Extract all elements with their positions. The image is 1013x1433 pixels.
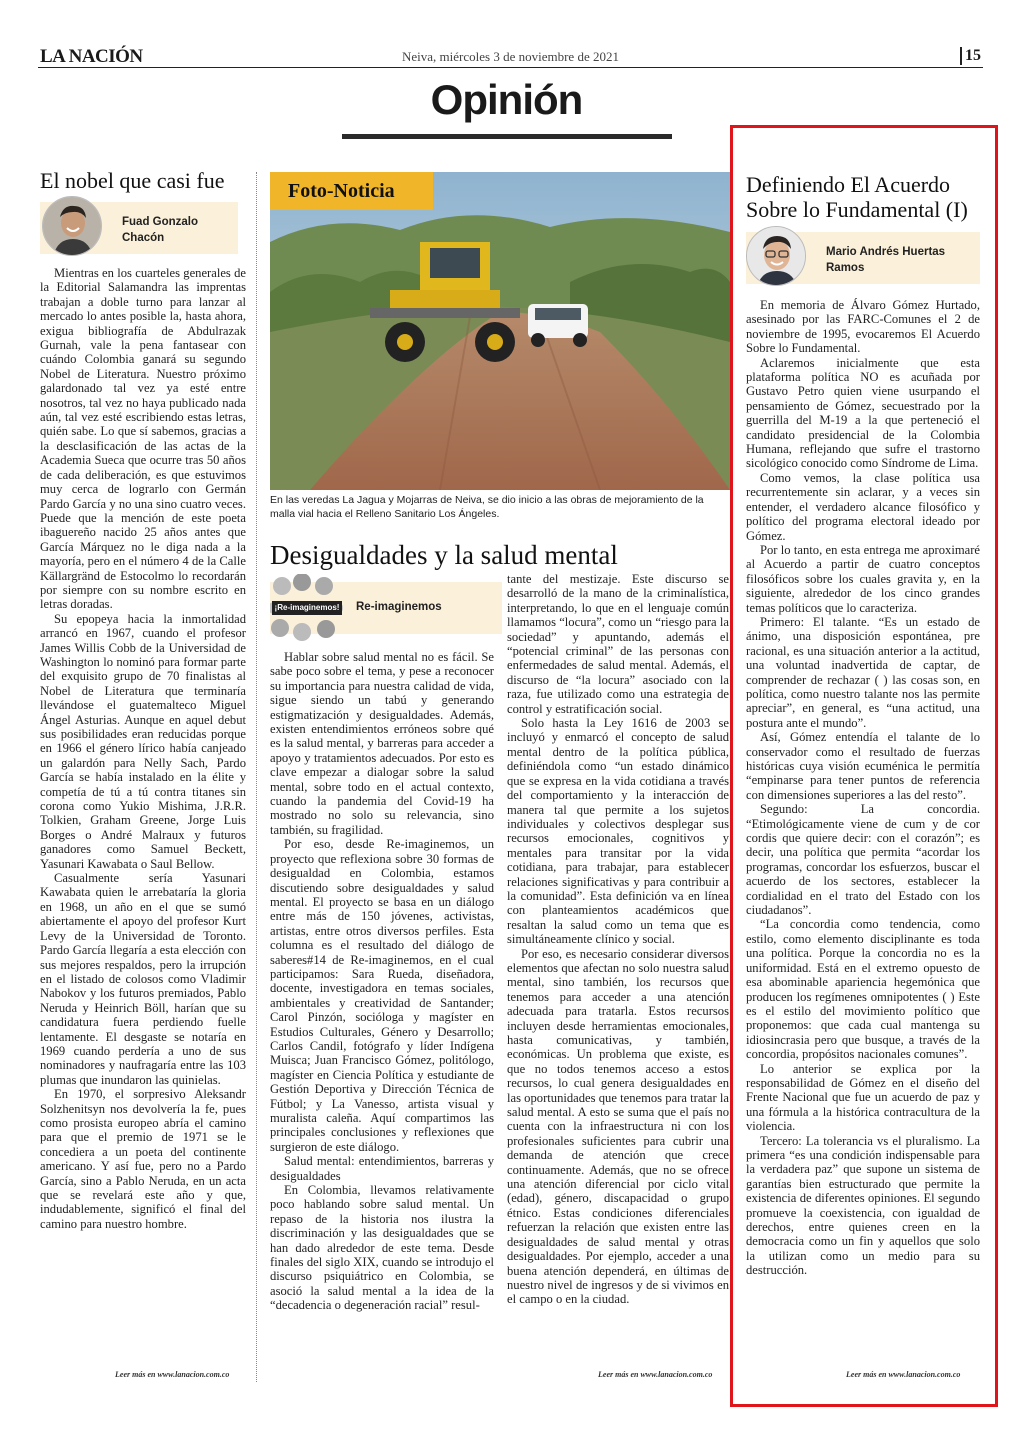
article3-author-name[interactable]: Mario Andrés Huertas Ramos [826,246,946,274]
page-number: 15 [960,47,981,65]
article3-paragraph: Primero: El talante. “Es un estado de ánimo, una disposición espontánea, pre racional, es una situación anterior a la actitud, una voluntad inadvertida de captar, de comprender de rechazar ( ) las cosas son, en política, como nuestro talante nos las permite apreciar”, en general, es “una actitud, una postura ante el mundo”. [746,614,980,730]
column-divider [256,172,257,1382]
foto-noticia-label [270,172,433,210]
article3-paragraph: Segundo: La concordia. “Etimológicamente viene de cum y de cor cordis que quiere decir: con el corazón”; es decir, una política que permita “acordar los programas, concordar los esfuerzos, buscar el acuerdo de los sectores, establecer la cordialidad en el trato del Estado con los ciudadanos”. [746,802,980,918]
avatar-icon [747,227,806,286]
article2-paragraph: Por eso, es necesario considerar diversos elementos que afectan no solo nuestra salud mental, sino también, los recursos que tenemos para acceder a una atención adecuada para tratarla. Estos recursos incluyen desde herramientas emocionales, hasta comunicativas, y también, económicas. Un problema que existe, es que no todos tenemos acceso a estos recursos, lo cual genera desigualdades en las oportunidades que tenemos para tratar la salud mental. A esto se suma que el país no cuenta con la infraestructura ni con los profesionales suficientes para cubrir una demanda de atención que crece continuamente. Además, que no se ofrece una atención diferencial por ciclo vital (edad), género, discapacidad o grupo étnico. Estas condiciones diferenciales refuerzan la relación que existen entre las desigualdades de salud mental y otras desigualdades. Por ejemplo, acceder a una buena atención dependerá, en últimas de nuestro nivel de ingresos y de si vivimos en el campo o en la ciudad. [507,946,729,1307]
article1-paragraph: Mientras en los cuarteles generales de la Editorial Salamandra las imprentas trabajan a doble turno para lanzar al mercado lo antes posible la, hasta ahora, exigua bibliografía de Abdulrazak Gurnah, vale la pena fantasear con cuándo Colombia ganará su segundo Nobel de Literatura. Nuestro próximo galardonado tal vez ya esté entre nosotros, tal vez no haya publicado nada aún, tal vez esté escribiendo estas letras, quién sabe. Lo que sí sabemos, gracias a la desclasificación de las actas de la Academia Sueca que ocurre tras 50 años de cada deliberación, es que estuvimos muy cerca de lograrlo con Germán Pardo García y no una sino cuatro veces. Puede que la mención de este poeta ibaguereño nacido 25 años antes que García Márquez no le diga nada a la mayoría, pero en el número 4 de la Calle Källargränd de Estocolmo lo recordarán por siempre con su nombre escrito en letras doradas. [40,266,246,612]
article3-paragraph: En memoria de Álvaro Gómez Hurtado, asesinado por las FARC-Comunes el 2 de noviembre de 1995, evocaremos El Acuerdo Sobre lo Fundamental. [746,298,980,356]
article1-author-name[interactable]: Fuad Gonzalo Chacón [122,216,199,244]
dateline: Neiva, miércoles 3 de noviembre de 2021 [402,49,619,64]
article1-read-more-link[interactable]: Leer más en www.lanacion.com.co [115,1370,230,1379]
article2-author-name[interactable]: Re-imaginemos [356,601,442,613]
article3-author-photo [746,226,806,286]
article3-paragraph: Aclaremos inicialmente que esta plataforma política NO es acuñada por Gustavo Petro quien viene usurpando el pensamiento de Gómez, secuestrado por la guerrilla del M-19 a la que perteneció el candidato presidencial de la Colombia Humana, reflejando que sufre el trastorno sicológico conocido como Síndrome de Lima. [746,355,980,471]
article3-paragraph: Como vemos, la clase política usa recurrentemente sin aclarar, y a veces sin entender, el verdadero alcance filosófico y político del programa electoral ideado por Gómez. [746,470,980,543]
article3-paragraph: “La concordia como tendencia, como estilo, como elemento disciplinante es toda una política. Porque la concordia no es la uniformidad. Está en el extremo opuesto de esa abominable apariencia hegemónica que producen los regímenes omnipotentes ( ) Este es el estilo del movimiento político que proponemos: que cada cual mantenga su idiosincrasia pero que busque, a través de la concordia, propósitos nacionales comunes”. [746,917,980,1062]
article2-body-col1 [270,650,494,1313]
article2-paragraph: Solo hasta la Ley 1616 de 2003 se incluyó y enmarcó el concepto de salud mental dentro de la política pública, definiéndola como “un estado dinámico que se expresa en la vida cotidiana a través del comportamiento y la interacción de manera tal que permite a los sujetos individuales y colectivos desplegar sus recursos emocionales, cognitivos y mentales para transitar por la vida cotidiana, para trabajar, para establecer relaciones significativas y para contribuir a la comunidad”. Esta definición va en línea con planteamientos académicos que resaltan la salud como un tema que es simultáneamente clínico y social. [507,716,729,947]
article1-paragraph: Casualmente sería Yasunari Kawabata quien le arrebataría la gloria en 1968, un año en el que se sumó abiertamente el apoyo del profesor Kurt Levy de la Universidad de Toronto. Pardo García llegaría a esta elección con sus mejores respaldos, pero la irrupción en el listado de colosos como Vladimir Nabokov y los futuros premiados, Pablo Neruda y Heinrich Böll, harían que su candidatura fuera perdiendo fuelle lentamente. El desgaste se notaría en 1969 cuando perdería a uno de sus nominadores y naufragaría entre las 103 plumas que inundaron las quinielas. [40,871,246,1087]
avatar-icon [43,197,102,256]
article3-paragraph: Lo anterior se explica por la responsabilidad de Gómez en el diseño del Frente Nacional que fue un acuerdo de paz y una fórmula a la histórica contracultura de la violencia. [746,1061,980,1134]
photo-caption: En las veredas La Jagua y Mojarras de Neiva, se dio inicio a las obras de mejoramiento de la malla vial hacia el Relleno Sanitario Los Ángeles. [270,494,704,520]
article1-paragraph: Su epopeya hacia la inmortalidad arrancó en 1967, cuando el profesor James Willis Cobb de la Universidad de Washington lo nominó para formar parte del exquisito grupo de 70 finalistas al Nobel de Literatura que terminaría llevándose el guatemalteco Miguel Ángel Asturias. Aunque en aquel debut sus posibilidades eran reducidas porque en 1966 el género lírico había canjeado un galardón para Nelly Sach, Pardo García se había instalado en la élite y competía de tú a tú contra titanes sin corona como Yukio Mishima, J.R.R. Tolkien, Graham Greene, Jorge Luis Borges o André Malraux y futuros ganadores como Samuel Beckett, Yasunari Kawabata o Saul Bellow. [40,611,246,871]
section-title: Opinión [430,76,583,123]
article2-paragraph: Por eso, desde Re-imaginemos, un proyecto que reflexiona sobre 30 formas de desigualdad en Colombia, estamos discutiendo sobre desigualdades y salud mental. El proyecto se basa en un diálogo entre más de 150 jóvenes, activistas, artistas, entre otros diversos perfiles. Esta columna es el resultado del diálogo de saberes#14 de Re-imaginemos, en el cual participamos: Sara Rueda, diseñadora, docente, investigadora en temas sociales, ambientales y creatividad de Santander; Carol Pinzón, socióloga y magíster en Estudios Culturales, Género y Desarrollo; Carlos Candil, fotógrafo y líder Indígena Muisca; Juan Francisco Gómez, politólogo, magíster en Ciencia Política y estudiante de Gestión Deportiva y Dirección Técnica de Fútbol; y La Vanesso, artista visual y muralista caleña. Aquí compartimos las principales conclusiones y reflexiones que surgieron de este diálogo. [270,837,494,1154]
foto-noticia-label-text: Foto-Noticia [288,180,395,202]
reimaginemos-badge-text: ¡Re-imaginemos! [274,603,340,612]
article2-subheading: Salud mental: entendimientos, barreras y desigualdades [270,1154,494,1183]
article3-read-more-link[interactable]: Leer más en www.lanacion.com.co [846,1370,961,1379]
article1-body [40,266,246,1231]
section-rule [342,134,672,139]
article2-paragraph: Hablar sobre salud mental no es fácil. Se sabe poco sobre el tema, y pese a reconocer su importancia para nuestra calidad de vida, sigue siendo un tabú y generando estigmatización y desigualdades. Además, existen entendimientos erróneos sobre qué es la salud mental, y barreras para acceder a apoyo y tratamientos adecuados. Por esto es clave empezar a dialogar sobre la salud mental, sobre todo en el actual contexto, cuando la pandemia del Covid-19 ha mostrado no solo su relevancia, sino también, su fragilidad. [270,650,494,837]
article3-paragraph: Tercero: La tolerancia vs el pluralismo. La primera “es una condición indispensable para la verdadera paz” que supone un sistema de garantías bien estructurado que permite la existencia de diferentes opiniones. El segundo promueve la coexistencia, con igualdad de derechos, entre quienes creen en la democracia como un fin y aquellos que solo la utilizan como un medio para su destrucción. [746,1133,980,1278]
article3-body [746,298,980,1278]
road-work-photo-icon [270,172,730,490]
foto-noticia-photo [270,172,730,490]
article2-headline[interactable]: Desigualdades y la salud mental [270,540,618,570]
article2-read-more-link[interactable]: Leer más en www.lanacion.com.co [598,1370,713,1379]
masthead [38,44,983,68]
article1-headline[interactable]: El nobel que casi fue [40,168,225,193]
article3-paragraph: Así, Gómez entendía el talante de lo conservador como el resultado de fuerzas históricas cuya visión ecuménica le permitía “empinarse para tener puntos de referencia con dimensiones superiores a las del resto”. [746,730,980,802]
article2-badge-image [270,574,344,642]
newspaper-logo[interactable]: LA NACIÓN [40,46,143,67]
article2-paragraph: tante del mestizaje. Este discurso se desarrolló de la mano de la criminalística, interpretando, lo que en el lenguaje común llamamos “locura”, como un “riesgo para la sociedad” y apuntando, además el “potencial criminal” de las personas con enfermedades de salud mental. Además, el discurso de “la locura” asociado con la raza, fue utilizado como una estrategia de control y estratificación social. [507,572,729,716]
article3-headline[interactable]: Definiendo El Acuerdo Sobre lo Fundamental (I) [746,172,968,222]
article3-paragraph: Por lo tanto, en esta entrega me aproximaré al Acuerdo a partir de cuatro conceptos filosóficos sobre los cuales gravita y, en la siguiente, alrededor de los cinco grandes temas políticos que lo caracteriza. [746,542,980,615]
article2-body-col2 [507,572,729,1307]
article1-author-photo [42,196,102,256]
article2-paragraph: En Colombia, llevamos relativamente poco hablando sobre salud mental. Un repaso de la historia nos ilustra la discriminación y las desigualdades que se han dado alrededor de este tema. Desde finales del siglo XIX, cuando se introdujo el discurso psiquiátrico en Colombia, se asoció la salud mental a la idea de la “decadencia o degeneración racial” resul- [270,1183,494,1313]
article1-paragraph: En 1970, el sorpresivo Aleksandr Solzhenitsyn nos devolvería la fe, pues como prosista europeo abría el camino para que el premio de 1971 se le concediera a un poeta del continente americano. Y así fue, pero no a Pardo García, sino a Pablo Neruda, en un acta que se revelará este año y que, indudablemente, significó el final del camino para nuestro hombre. [40,1087,246,1231]
